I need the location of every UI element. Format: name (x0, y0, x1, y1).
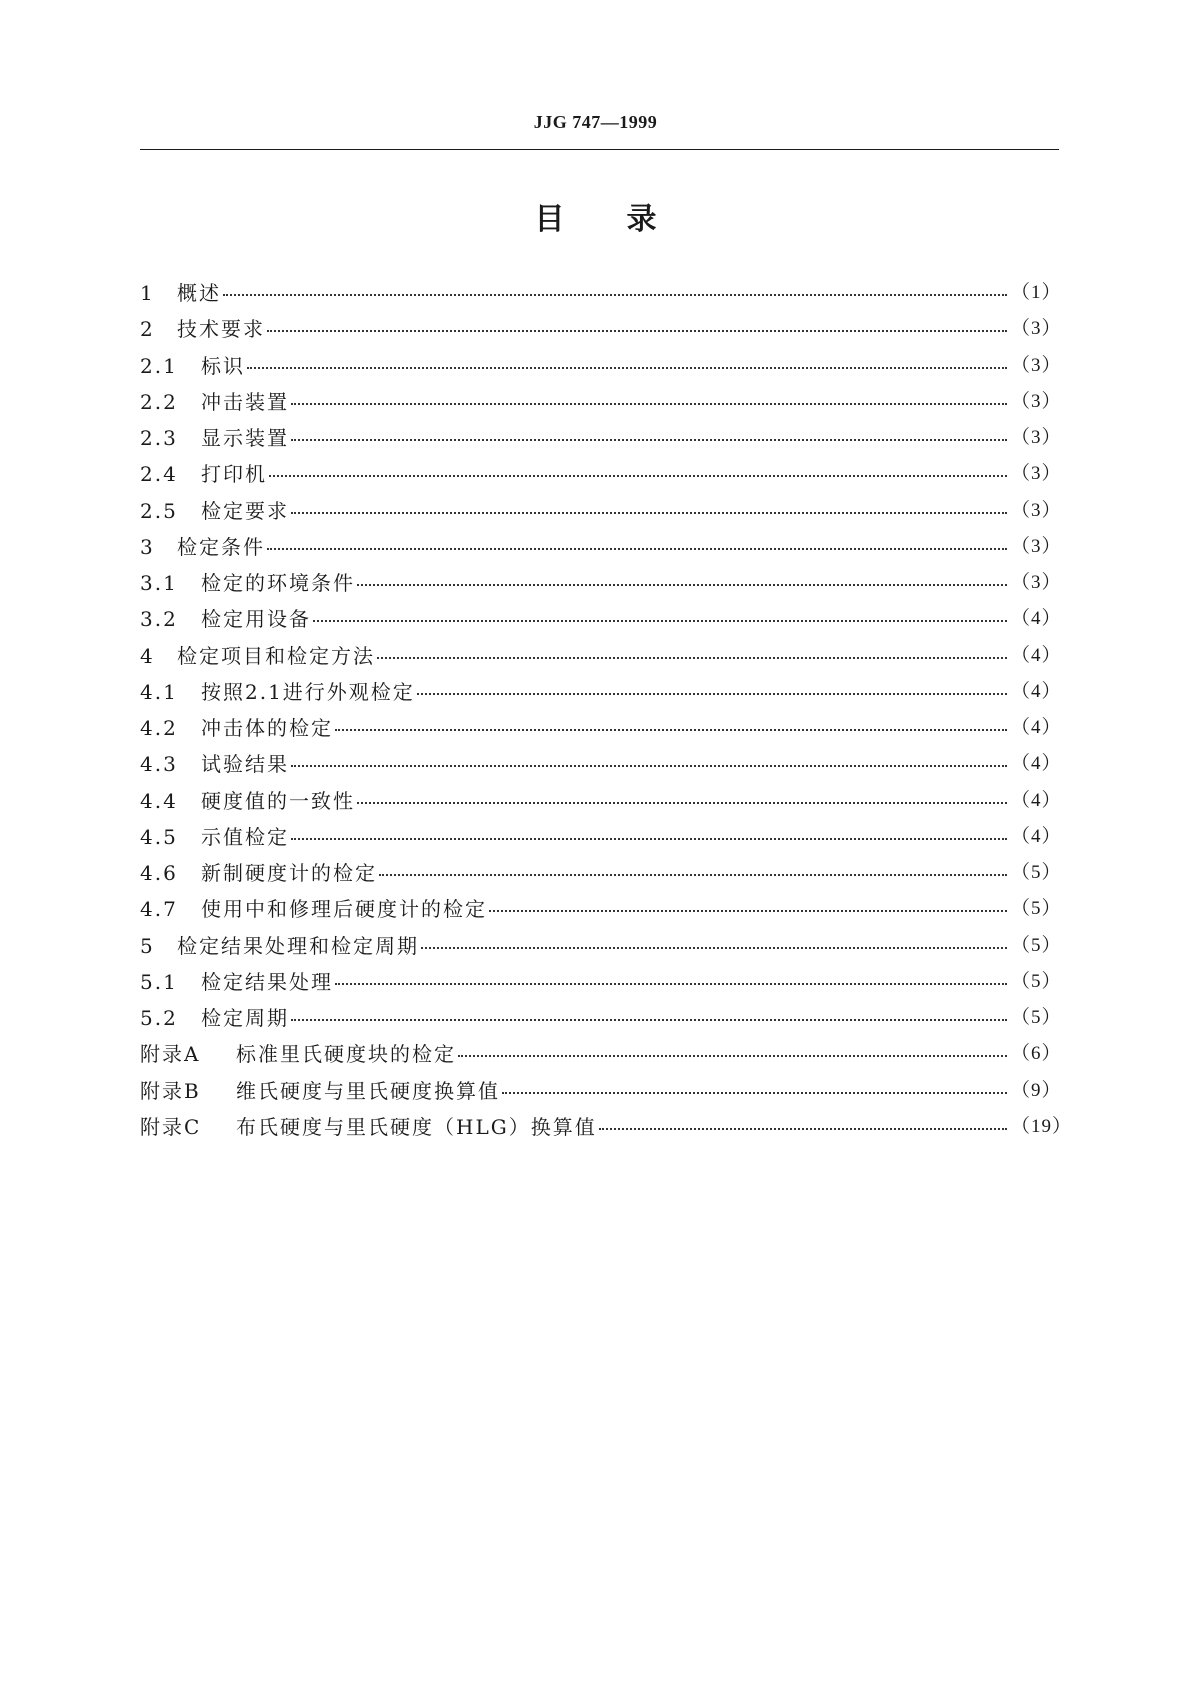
toc-entry-number: 4.2 (140, 716, 178, 741)
toc-entry-page: （5） (1011, 862, 1062, 884)
toc-dot-leader (489, 910, 1007, 912)
toc-entry-number: 4.1 (140, 679, 178, 704)
toc-entry-label: 新制硬度计的检定 (201, 861, 377, 886)
toc-entry[interactable] (140, 529, 1062, 565)
toc-dot-leader (291, 838, 1007, 840)
toc-entry-label: 检定条件 (177, 534, 265, 559)
toc-dot-leader (458, 1055, 1007, 1057)
toc-entry-number: 4.7 (140, 897, 178, 922)
toc-entry-label: 冲击装置 (201, 389, 289, 414)
toc-entry-label: 检定周期 (201, 1006, 289, 1031)
toc-entry[interactable] (140, 855, 1062, 891)
toc-entry-page: （4） (1011, 717, 1062, 739)
toc-entry[interactable] (140, 1000, 1062, 1036)
toc-entry[interactable] (140, 819, 1062, 855)
toc-entry-page: （3） (1011, 572, 1062, 594)
toc-entry-page: （3） (1011, 499, 1062, 521)
toc-entry-label: 按照2.1进行外观检定 (201, 679, 415, 704)
toc-dot-leader (377, 657, 1007, 659)
toc-dot-leader (313, 620, 1007, 622)
toc-entry-number: 2.3 (140, 426, 178, 451)
toc-entry[interactable] (140, 746, 1062, 782)
toc-entry-number: 3 (140, 534, 155, 559)
toc-entry[interactable] (140, 311, 1062, 347)
toc-entry-page: （4） (1011, 789, 1062, 811)
toc-entry[interactable] (140, 1073, 1062, 1109)
toc-entry-number: 4 (140, 643, 155, 668)
toc-dot-leader (291, 512, 1007, 514)
toc-entry-number: 附录C (140, 1114, 202, 1139)
toc-entry-number: 附录B (140, 1078, 201, 1103)
toc-entry[interactable] (140, 710, 1062, 746)
toc-entry-page: （4） (1011, 825, 1062, 847)
toc-entry[interactable] (140, 891, 1062, 927)
toc-entry[interactable] (140, 348, 1062, 384)
toc-entry-label: 硬度值的一致性 (201, 788, 355, 813)
toc-entry-number: 2.2 (140, 389, 178, 414)
toc-dot-leader (267, 330, 1007, 332)
toc-entry-label: 使用中和修理后硬度计的检定 (201, 897, 487, 922)
toc-dot-leader (269, 475, 1007, 477)
toc-entry-page: （3） (1011, 318, 1062, 340)
toc-entry[interactable] (140, 420, 1062, 456)
toc-dot-leader (247, 367, 1007, 369)
toc-entry-number: 4.4 (140, 788, 178, 813)
page-title (0, 200, 1191, 240)
toc-entry[interactable] (140, 275, 1062, 311)
toc-entry-number: 4.5 (140, 824, 178, 849)
toc-entry-page: （3） (1011, 427, 1062, 449)
toc-entry-number: 4.3 (140, 752, 178, 777)
toc-entry-number: 5.2 (140, 1006, 178, 1031)
table-of-contents (140, 275, 1073, 1145)
toc-entry-number: 5.1 (140, 969, 178, 994)
toc-entry-label: 示值检定 (201, 824, 289, 849)
toc-entry-label: 检定结果处理和检定周期 (177, 933, 419, 958)
toc-entry-label: 检定项目和检定方法 (177, 643, 375, 668)
toc-entry-number: 2.1 (140, 353, 178, 378)
toc-entry-page: （5） (1011, 1007, 1062, 1029)
toc-entry-page: （5） (1011, 970, 1062, 992)
toc-entry-label: 冲击体的检定 (201, 716, 333, 741)
toc-entry-page: （4） (1011, 680, 1062, 702)
toc-entry-page: （19） (1011, 1115, 1073, 1137)
toc-entry-number: 2 (140, 317, 155, 342)
toc-dot-leader (291, 765, 1007, 767)
toc-entry-label: 检定结果处理 (201, 969, 333, 994)
toc-entry-page: （3） (1011, 354, 1062, 376)
title-char-1: 目 (534, 202, 565, 237)
toc-entry-label: 打印机 (201, 462, 267, 487)
toc-entry-label: 试验结果 (201, 752, 289, 777)
toc-dot-leader (357, 584, 1007, 586)
toc-dot-leader (335, 983, 1007, 985)
toc-entry[interactable] (140, 783, 1062, 819)
toc-entry[interactable] (140, 1036, 1062, 1072)
toc-entry[interactable] (140, 964, 1062, 1000)
toc-entry-page: （4） (1011, 753, 1062, 775)
toc-entry-label: 技术要求 (177, 317, 265, 342)
toc-dot-leader (379, 874, 1007, 876)
toc-dot-leader (267, 548, 1007, 550)
toc-dot-leader (223, 294, 1007, 296)
toc-entry[interactable] (140, 384, 1062, 420)
toc-entry[interactable] (140, 493, 1062, 529)
header-divider (140, 149, 1059, 150)
toc-entry-page: （9） (1011, 1079, 1062, 1101)
toc-entry-label: 标识 (201, 353, 245, 378)
toc-entry[interactable] (140, 638, 1062, 674)
toc-entry[interactable] (140, 928, 1062, 964)
toc-entry-number: 2.5 (140, 498, 178, 523)
toc-entry-label: 布氏硬度与里氏硬度（HLG）换算值 (236, 1114, 597, 1139)
toc-entry[interactable] (140, 601, 1062, 637)
toc-dot-leader (291, 403, 1007, 405)
toc-entry-number: 4.6 (140, 861, 178, 886)
toc-entry-page: （3） (1011, 463, 1062, 485)
toc-entry-label: 检定要求 (201, 498, 289, 523)
toc-entry-number: 5 (140, 933, 155, 958)
toc-dot-leader (417, 693, 1007, 695)
toc-entry[interactable] (140, 1109, 1073, 1145)
toc-entry[interactable] (140, 565, 1062, 601)
toc-entry-page: （1） (1011, 282, 1062, 304)
toc-entry-number: 2.4 (140, 462, 178, 487)
toc-entry-page: （4） (1011, 644, 1062, 666)
toc-entry-page: （5） (1011, 934, 1062, 956)
toc-entry-page: （4） (1011, 608, 1062, 630)
toc-dot-leader (291, 439, 1007, 441)
toc-dot-leader (421, 947, 1007, 949)
toc-dot-leader (599, 1128, 1007, 1130)
toc-entry-number: 1 (140, 281, 155, 306)
toc-dot-leader (335, 729, 1007, 731)
toc-entry-page: （3） (1011, 535, 1062, 557)
toc-dot-leader (502, 1092, 1007, 1094)
toc-entry-page: （3） (1011, 390, 1062, 412)
toc-entry-label: 概述 (177, 281, 221, 306)
toc-entry-label: 维氏硬度与里氏硬度换算值 (236, 1078, 500, 1103)
title-char-2: 录 (626, 202, 657, 237)
toc-entry-label: 检定的环境条件 (201, 571, 355, 596)
toc-dot-leader (357, 802, 1007, 804)
toc-entry-label: 标准里氏硬度块的检定 (236, 1042, 456, 1067)
toc-entry-number: 3.1 (140, 571, 178, 596)
document-code-header: JJG 747—1999 (533, 112, 658, 132)
toc-entry-number: 附录A (140, 1042, 201, 1067)
toc-entry-page: （5） (1011, 898, 1062, 920)
toc-entry-label: 检定用设备 (201, 607, 311, 632)
toc-entry-number: 3.2 (140, 607, 178, 632)
toc-entry[interactable] (140, 674, 1062, 710)
toc-entry-page: （6） (1011, 1043, 1062, 1065)
toc-dot-leader (291, 1019, 1007, 1021)
toc-entry-label: 显示装置 (201, 426, 289, 451)
toc-entry[interactable] (140, 456, 1062, 492)
